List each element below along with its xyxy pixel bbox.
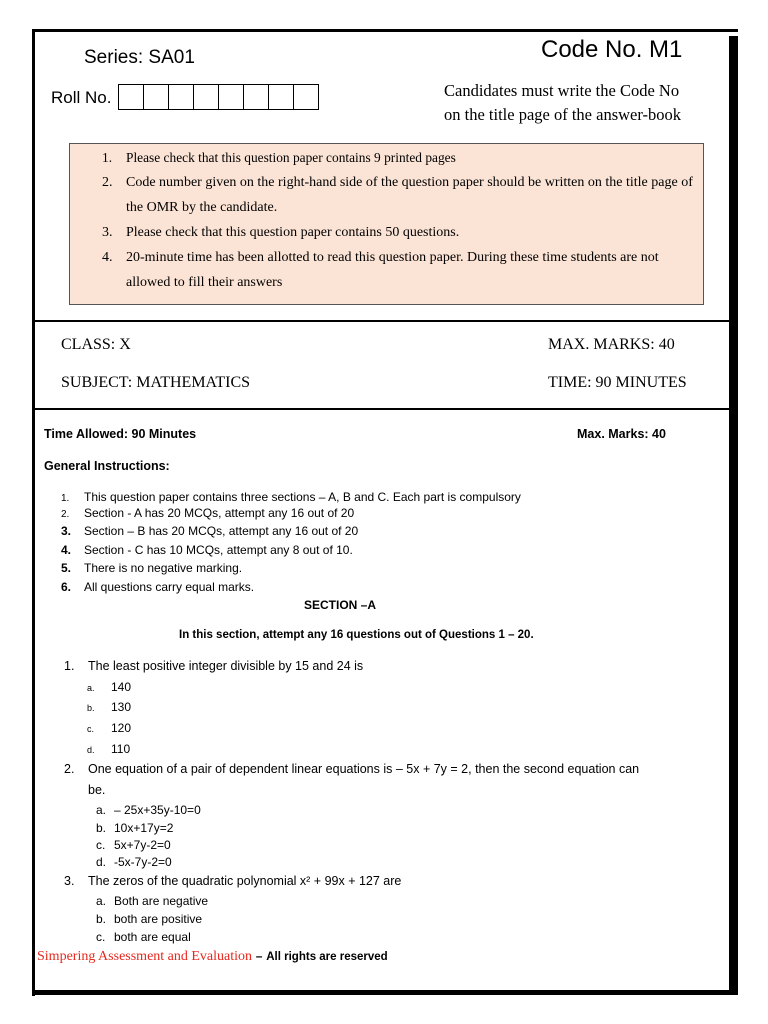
notice-item bbox=[70, 245, 703, 295]
option-label: b. bbox=[96, 912, 107, 926]
option-text: 110 bbox=[111, 742, 131, 756]
instruction-text: This question paper contains three sections – A, B and C. Each part is compulsory bbox=[84, 490, 521, 504]
series-label: Series: SA01 bbox=[84, 47, 195, 68]
option-label: b. bbox=[87, 703, 95, 713]
question-text: One equation of a pair of dependent linear equations is – 5x + 7y = 2, then the second equation can bbox=[88, 762, 640, 776]
instruction-text: Section - C has 10 MCQs, attempt any 8 out of 10. bbox=[84, 543, 353, 557]
option-label: c. bbox=[96, 930, 106, 944]
notice-number: 4. bbox=[102, 250, 113, 265]
question-number: 1. bbox=[64, 659, 75, 673]
instruction-number: 5. bbox=[61, 561, 72, 575]
candidate-note-line: on the title page of the answer-book bbox=[444, 105, 682, 124]
instruction-number: 3. bbox=[61, 524, 72, 538]
subject-label: SUBJECT: MATHEMATICS bbox=[61, 374, 251, 391]
roll-number-box bbox=[268, 84, 294, 110]
answer-option bbox=[87, 700, 131, 714]
organization-name: Simpering Assessment and Evaluation bbox=[37, 949, 253, 964]
roll-number-box bbox=[243, 84, 269, 110]
option-label: a. bbox=[96, 803, 107, 817]
instruction-text: There is no negative marking. bbox=[84, 561, 243, 575]
instruction-number: 2. bbox=[61, 509, 70, 520]
max-marks: Max. Marks: 40 bbox=[577, 427, 666, 441]
notice-item bbox=[70, 220, 703, 245]
roll-number-box bbox=[168, 84, 194, 110]
notice-item bbox=[70, 145, 703, 170]
instruction-number: 1. bbox=[61, 493, 70, 504]
notice-number: 2. bbox=[102, 175, 113, 190]
rights-notice: All rights are reserved bbox=[266, 951, 388, 963]
code-number: Code No. M1 bbox=[541, 36, 683, 63]
option-text: 120 bbox=[111, 721, 132, 735]
roll-number-box bbox=[293, 84, 319, 110]
question bbox=[64, 762, 639, 776]
answer-option bbox=[87, 742, 130, 756]
answer-option bbox=[87, 721, 131, 735]
answer-option bbox=[96, 930, 191, 944]
instruction-number: 6. bbox=[61, 580, 72, 594]
answer-option bbox=[96, 803, 201, 817]
notice-item bbox=[70, 170, 703, 220]
notice-text: Code number given on the right-hand side of the question paper should be written on the title page of the OMR by the candidate. bbox=[126, 175, 693, 215]
roll-number-boxes bbox=[119, 84, 319, 110]
option-label: a. bbox=[87, 683, 95, 693]
question-text: The least positive integer divisible by 15 and 24 is bbox=[88, 659, 364, 673]
section-title: SECTION –A bbox=[304, 598, 377, 612]
page-border-right bbox=[729, 36, 738, 994]
option-text: 140 bbox=[111, 680, 132, 694]
answer-option bbox=[96, 838, 171, 852]
general-instructions-title: General Instructions: bbox=[44, 459, 170, 473]
option-text: – 25x+35y-10=0 bbox=[114, 803, 201, 817]
section-note: In this section, attempt any 16 questions out of Questions 1 – 20. bbox=[179, 629, 534, 641]
footer bbox=[37, 948, 388, 965]
page-border-top bbox=[32, 29, 738, 32]
option-label: b. bbox=[96, 821, 107, 835]
option-label: d. bbox=[96, 855, 107, 869]
instruction-item bbox=[61, 580, 254, 594]
instruction-text: All questions carry equal marks. bbox=[84, 580, 255, 594]
option-label: a. bbox=[96, 894, 107, 908]
instruction-text: Section - A has 20 MCQs, attempt any 16 out of 20 bbox=[84, 506, 355, 520]
option-label: d. bbox=[87, 745, 95, 755]
answer-option bbox=[96, 855, 172, 869]
option-text: both are positive bbox=[114, 912, 203, 926]
option-label: c. bbox=[87, 724, 95, 734]
notice-text: Please check that this question paper contains 50 questions. bbox=[126, 225, 460, 240]
question-number: 3. bbox=[64, 874, 75, 888]
page-border-left bbox=[32, 29, 35, 996]
notice-list bbox=[70, 145, 703, 295]
divider bbox=[35, 320, 729, 322]
candidate-note-line: Candidates must write the Code No bbox=[444, 81, 680, 100]
notice-box bbox=[69, 143, 704, 305]
footer-dash: – bbox=[255, 949, 263, 963]
roll-number-box bbox=[218, 84, 244, 110]
instruction-item bbox=[61, 506, 354, 520]
divider bbox=[35, 408, 729, 410]
class-label: CLASS: X bbox=[61, 336, 131, 353]
roll-number-box bbox=[118, 84, 144, 110]
question bbox=[64, 659, 363, 673]
roll-number-box bbox=[193, 84, 219, 110]
notice-text: Please check that this question paper contains 9 printed pages bbox=[126, 150, 456, 165]
option-text: -5x-7y-2=0 bbox=[114, 855, 172, 869]
roll-number-box bbox=[143, 84, 169, 110]
option-text: 5x+7y-2=0 bbox=[114, 838, 171, 852]
notice-number: 3. bbox=[102, 225, 113, 240]
option-text: Both are negative bbox=[114, 894, 209, 908]
question bbox=[64, 874, 401, 888]
roll-number-label: Roll No. bbox=[51, 88, 112, 107]
instruction-item bbox=[61, 524, 358, 538]
notice-text: 20-minute time has been allotted to read this question paper. During these time students are not allowed to fill their answers bbox=[126, 250, 659, 290]
question-text-continued: be. bbox=[88, 783, 106, 797]
instruction-number: 4. bbox=[61, 543, 72, 557]
instruction-item bbox=[61, 490, 521, 504]
option-text: 130 bbox=[111, 700, 132, 714]
option-label: c. bbox=[96, 838, 106, 852]
instruction-text: Section – B has 20 MCQs, attempt any 16 out of 20 bbox=[84, 524, 359, 538]
time-label: TIME: 90 MINUTES bbox=[548, 374, 687, 391]
answer-option bbox=[87, 680, 131, 694]
answer-option bbox=[96, 894, 208, 908]
question-text: The zeros of the quadratic polynomial x² + 99x + 127 are bbox=[88, 874, 402, 888]
option-text: 10x+17y=2 bbox=[114, 821, 174, 835]
notice-number: 1. bbox=[102, 150, 113, 165]
question-number: 2. bbox=[64, 762, 75, 776]
instruction-item bbox=[61, 561, 242, 575]
page-border-bottom bbox=[34, 990, 738, 995]
answer-option bbox=[96, 912, 202, 926]
candidate-note bbox=[444, 79, 681, 127]
option-text: both are equal bbox=[114, 930, 191, 944]
time-allowed: Time Allowed: 90 Minutes bbox=[44, 427, 197, 441]
instruction-item bbox=[61, 543, 353, 557]
max-marks-label: MAX. MARKS: 40 bbox=[548, 336, 675, 353]
answer-option bbox=[96, 821, 173, 835]
